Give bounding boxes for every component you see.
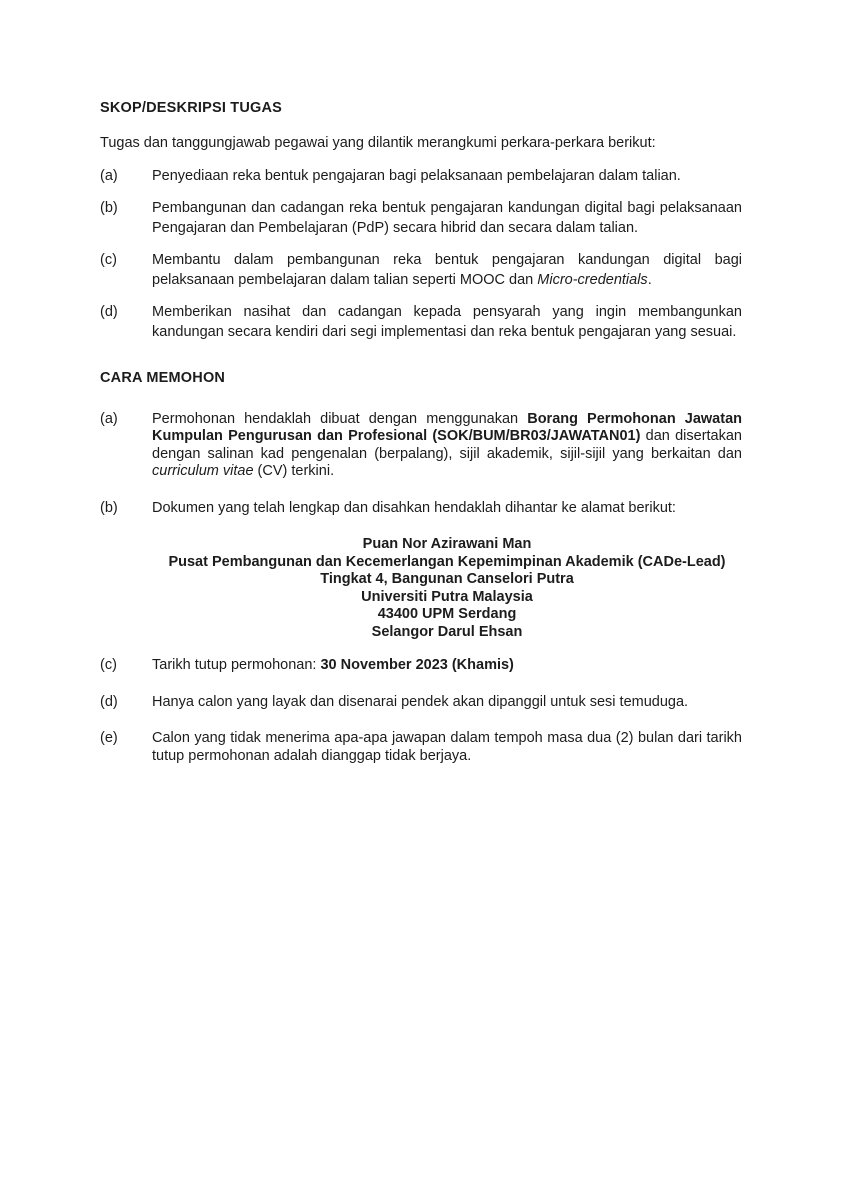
- section-skop-deskripsi-tugas: [100, 98, 743, 342]
- item-label: (c): [100, 252, 117, 268]
- text-segment-italic: curriculum vitae: [152, 463, 254, 479]
- item-text: Dokumen yang telah lengkap dan disahkan hendaklah dihantar ke alamat berikut:: [152, 499, 676, 516]
- list-item-cara-d: [100, 694, 743, 712]
- item-label: (b): [100, 200, 118, 216]
- item-label: (a): [100, 168, 118, 184]
- item-text: Calon yang tidak menerima apa-apa jawapan dalam tempoh masa dua (2) bulan dari tarikh tutup permohonan adalah dianggap tidak berjaya.: [152, 730, 742, 764]
- item-text: [152, 411, 742, 481]
- text-segment-bold: Borang Permohonan Jawatan Kumpulan Pengurusan dan Profesional (SOK/BUM/BR03/JAWATAN01): [152, 410, 742, 444]
- item-label: (e): [100, 730, 118, 746]
- text-segment: .: [647, 272, 652, 288]
- item-label: (b): [100, 499, 118, 516]
- list-item-skop-d: [100, 302, 743, 342]
- item-text: Memberikan nasihat dan cadangan kepada pensyarah yang ingin membangunkan kandungan secara kendiri dari segi implementasi dan reka bentuk pengajaran yang sesuai.: [152, 304, 742, 340]
- address-line: 43400 UPM Serdang: [377, 606, 517, 622]
- text-segment: (CV) terkini.: [253, 463, 335, 479]
- item-label: (d): [100, 693, 118, 710]
- item-text: [152, 250, 742, 290]
- closing-date-bold: 30 November 2023 (Khamis): [320, 657, 514, 673]
- item-text: [152, 657, 742, 675]
- text-segment: Tarikh tutup permohonan:: [152, 657, 321, 673]
- text-segment: dan disertakan dengan salinan kad pengenalan (berpalang), sijil akademik, sijil-sijil yang berkaitan dan: [152, 428, 742, 462]
- skop-heading: SKOP/DESKRIPSI TUGAS: [100, 100, 283, 116]
- text-segment: Membantu dalam pembangunan reka bentuk pengajaran kandungan digital bagi pelaksanaan pembelajaran dalam talian seperti MOOC dan: [152, 252, 742, 288]
- list-item-cara-b: [100, 500, 743, 518]
- item-label: (d): [100, 304, 118, 320]
- list-item-cara-e: [100, 730, 743, 765]
- item-text: Penyediaan reka bentuk pengajaran bagi pelaksanaan pembelajaran dalam talian.: [152, 168, 681, 184]
- mailing-address-block: [152, 536, 742, 641]
- list-item-skop-b: [100, 198, 743, 238]
- skop-intro: Tugas dan tanggungjawab pegawai yang dilantik merangkumi perkara-perkara berikut:: [100, 135, 656, 151]
- item-label: (c): [100, 657, 117, 673]
- list-item-cara-c: [100, 657, 743, 675]
- list-item-skop-a: [100, 166, 743, 186]
- address-line: Selangor Darul Ehsan: [371, 623, 523, 640]
- text-segment-italic: Micro-credentials: [537, 272, 648, 288]
- section-cara-memohon: [100, 370, 743, 765]
- address-line: Universiti Putra Malaysia: [361, 588, 533, 605]
- address-line: Pusat Pembangunan dan Kecemerlangan Kepemimpinan Akademik (CADe-Lead): [168, 553, 726, 570]
- address-line: Tingkat 4, Bangunan Canselori Putra: [320, 571, 574, 587]
- item-label: (a): [100, 410, 118, 427]
- list-item-cara-a: [100, 411, 743, 481]
- document-content: [100, 98, 743, 784]
- item-text: Pembangunan dan cadangan reka bentuk pengajaran kandungan digital bagi pelaksanaan Pengajaran dan Pembelajaran (PdP) secara hibrid dan secara dalam talian.: [152, 200, 742, 236]
- list-item-skop-c: [100, 250, 743, 290]
- cara-heading: CARA MEMOHON: [100, 370, 226, 386]
- address-line: Puan Nor Azirawani Man: [362, 536, 532, 552]
- text-segment: Permohonan hendaklah dibuat dengan menggunakan: [152, 410, 528, 427]
- item-text: Hanya calon yang layak dan disenarai pendek akan dipanggil untuk sesi temuduga.: [152, 693, 689, 710]
